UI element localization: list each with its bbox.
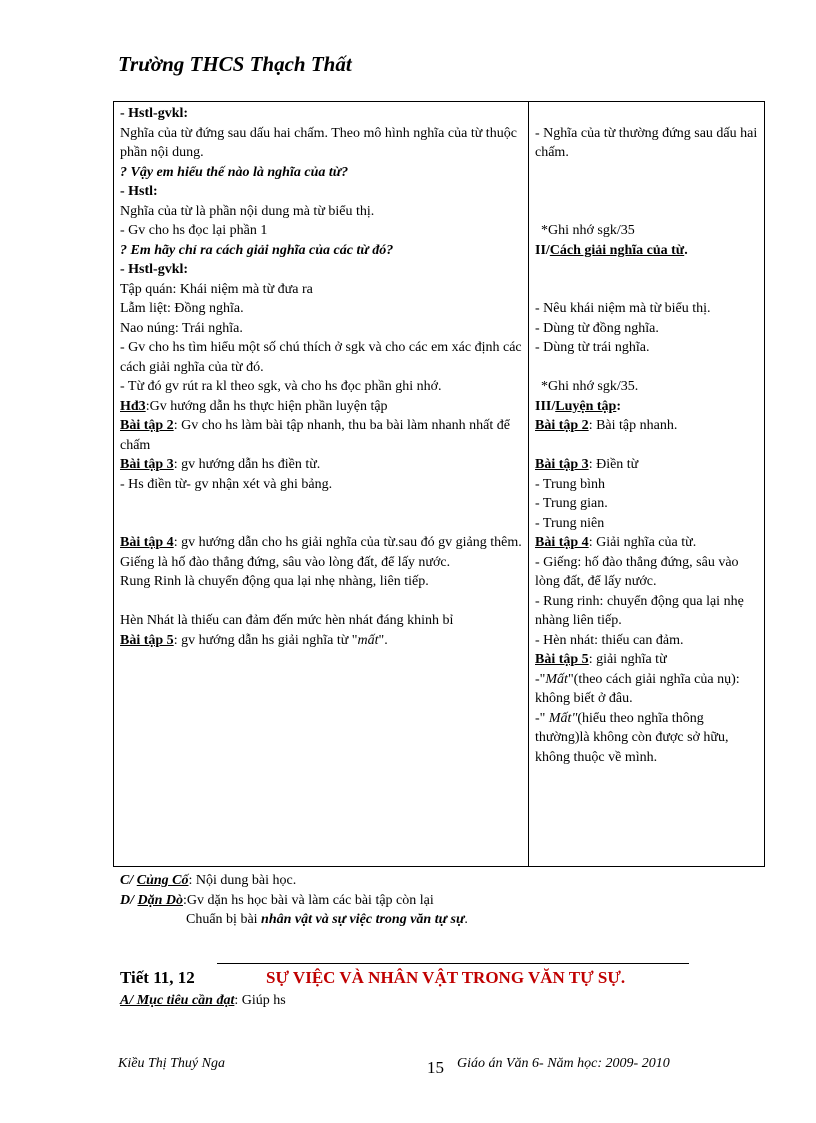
left-line (120, 260, 528, 280)
right-line (535, 338, 760, 358)
text-run: Nghĩa của từ đứng sau dấu hai chấm. Theo mô hình nghĩa của từ thuộc phần nội dung. (120, 125, 517, 160)
text-run: : Điền từ (588, 457, 639, 472)
right-line (535, 377, 760, 397)
text-run: *Ghi nhớ sgk/35 (541, 223, 635, 238)
left-line (120, 494, 528, 514)
text-run: Luyện tập (555, 398, 617, 414)
closing-section (120, 871, 468, 930)
text-run: : Giải nghĩa của từ. (588, 535, 697, 550)
right-line (535, 241, 760, 261)
text-run: - Giếng: hố đào thẳng đứng, sâu vào lòng đất, để lấy nước. (535, 554, 739, 589)
text-run: Rung Rinh là chuyển động qua lại nhẹ nhàng, liên tiếp. (120, 574, 429, 589)
left-line (120, 397, 528, 417)
right-line (535, 358, 760, 378)
text-run: - Dùng từ trái nghĩa. (535, 340, 650, 355)
text-run: Bài tập 2 (535, 418, 589, 433)
footer-author: Kiều Thị Thuý Nga (118, 1056, 225, 1071)
left-line (120, 338, 528, 377)
left-line (120, 221, 528, 241)
teacher-activity-column (114, 102, 529, 867)
text-run: - Hs điền từ- gv nhận xét và ghi bảng. (120, 476, 333, 492)
left-line (120, 280, 528, 300)
text-run: - Trung niên (535, 515, 605, 531)
text-run: - Hèn nhát: thiếu can đảm. (535, 632, 684, 648)
text-run: :Gv hướng dẫn hs thực hiện phần luyện tập (145, 398, 388, 414)
right-line (535, 280, 760, 300)
text-run: -" (535, 671, 546, 687)
right-line (535, 592, 760, 631)
left-line (120, 553, 528, 573)
left-line (120, 163, 528, 183)
right-line (535, 416, 760, 436)
text-run: Lẫm liệt: Đồng nghĩa. (120, 301, 244, 316)
objectives-line: A/ Mục tiêu cần đạt: Giúp hs (120, 993, 286, 1008)
right-line (535, 397, 760, 417)
text-run: Hèn Nhát là thiếu can đảm đến mức hèn nhát đáng khinh bỉ (120, 613, 454, 628)
lesson-title: SỰ VIỆC VÀ NHÂN VẬT TRONG VĂN TỰ SỰ. (266, 968, 626, 987)
text-run: - Hstl: (120, 184, 158, 199)
text-run: Bài tập 3 (535, 457, 589, 472)
right-line (535, 650, 760, 670)
text-run: "(theo cách giải nghĩa của nụ): không biết ở đâu. (535, 671, 740, 706)
text-run: Nghĩa của từ là phần nội dung mà từ biểu thị. (120, 203, 375, 219)
left-line (120, 611, 528, 631)
text-run: : giải nghĩa từ (588, 652, 667, 667)
text-run: : gv hướng dẫn hs giải nghĩa từ " (173, 632, 358, 648)
text-run: : Gv cho hs làm bài tập nhanh, thu ba bài làm nhanh nhất để chấm (120, 418, 510, 453)
text-run: - Hstl-gvkl: (120, 106, 189, 121)
right-line (535, 124, 760, 163)
right-line (535, 514, 760, 534)
right-line (535, 319, 760, 339)
text-run: ". (378, 632, 388, 648)
text-run: mất (357, 632, 379, 648)
content-column (529, 102, 765, 867)
text-run: III/ (535, 398, 556, 414)
text-run: II/ (535, 242, 550, 258)
text-run: ? Vậy em hiểu thế nào là nghĩa của từ? (120, 164, 349, 180)
lesson-number: Tiết 11, 12 (120, 968, 195, 987)
text-run: Bài tập 4 (535, 535, 589, 550)
text-run: Tập quán: Khái niệm mà từ đưa ra (120, 281, 313, 297)
left-line (120, 533, 528, 553)
left-line (120, 416, 528, 455)
left-line (120, 475, 528, 495)
prep-line: Chuẩn bị bài nhân vật và sự việc trong văn tự sự. (186, 912, 468, 927)
text-run: - Gv cho hs tìm hiểu một số chú thích ở sgk và cho các em xác định các cách giải nghĩa của từ đó. (120, 340, 522, 375)
text-run: Bài tập 4 (120, 535, 174, 550)
text-run: - Rung rinh: chuyển động qua lại nhẹ nhàng liên tiếp. (535, 593, 744, 628)
text-run: -" (535, 710, 549, 726)
left-line (120, 455, 528, 475)
title-rule (217, 963, 689, 964)
text-run: - Từ đó gv rút ra kl theo sgk, và cho hs đọc phần ghi nhớ. (120, 379, 442, 394)
text-run: - Trung bình (535, 476, 606, 492)
text-run: : gv hướng dẫn hs điền từ. (173, 457, 321, 472)
text-run: - Nêu khái niệm mà từ biểu thị. (535, 301, 711, 316)
left-line (120, 631, 528, 651)
right-line (535, 631, 760, 651)
right-line (535, 475, 760, 495)
right-line (535, 163, 760, 183)
text-run: ? Em hãy chỉ ra cách giải nghĩa của các từ đó? (120, 242, 394, 258)
text-run: Bài tập 3 (120, 457, 174, 472)
right-line (535, 299, 760, 319)
right-line (535, 709, 760, 768)
text-run: - Trung gian. (535, 496, 608, 511)
text-run: : (616, 398, 621, 414)
left-line (120, 299, 528, 319)
text-run: - Gv cho hs đọc lại phần 1 (120, 223, 268, 238)
footer-course: Giáo án Văn 6- Năm học: 2009- 2010 (457, 1056, 670, 1071)
right-line (535, 436, 760, 456)
text-run: Cách giải nghĩa của từ (549, 242, 685, 258)
right-line (535, 260, 760, 280)
dan-do-line: D/ Dặn Dò:Gv dặn hs học bài và làm các bài tập còn lại (120, 892, 434, 908)
text-run: : Bài tập nhanh. (588, 418, 678, 433)
text-run: Bài tập 2 (120, 418, 174, 433)
text-run: . (684, 242, 688, 258)
text-run: Hđ3 (120, 398, 146, 414)
text-run: Mất" (548, 710, 578, 726)
lesson-table (113, 101, 765, 867)
text-run: Mất (545, 671, 568, 687)
cung-co-line: C/ Củng Cố: Nội dung bài học. (120, 873, 297, 888)
left-line (120, 182, 528, 202)
left-line (120, 124, 528, 163)
text-run: Bài tập 5 (535, 652, 589, 667)
text-run: (hiểu theo nghĩa thông thường)là không còn được sở hữu, không thuộc về mình. (535, 710, 729, 765)
left-line (120, 202, 528, 222)
left-line (120, 319, 528, 339)
page-number: 15 (427, 1058, 444, 1077)
text-run: - Dùng từ đồng nghĩa. (535, 320, 659, 336)
right-line (535, 494, 760, 514)
text-run: Giếng là hố đào thẳng đứng, sâu vào lòng đất, để lấy nước. (120, 554, 451, 570)
right-line (535, 182, 760, 202)
right-line (535, 202, 760, 222)
left-line (120, 241, 528, 261)
text-run: : gv hướng dẫn cho hs giải nghĩa của từ.sau đó gv giảng thêm. (173, 535, 522, 550)
text-run: - Nghĩa của từ thường đứng sau dấu hai chấm. (535, 125, 758, 160)
left-line (120, 104, 528, 124)
right-line (535, 533, 760, 553)
left-line (120, 514, 528, 534)
left-line (120, 572, 528, 592)
right-line (535, 553, 760, 592)
text-run: *Ghi nhớ sgk/35. (541, 379, 639, 394)
text-run: Nao núng: Trái nghĩa. (120, 320, 243, 336)
school-header: Trường THCS Thạch Thất (118, 52, 352, 76)
right-line (535, 670, 760, 709)
left-line (120, 377, 528, 397)
right-line (535, 104, 760, 124)
right-line (535, 221, 760, 241)
text-run: - Hstl-gvkl: (120, 262, 189, 277)
right-line (535, 455, 760, 475)
left-line (120, 592, 528, 612)
text-run: Bài tập 5 (120, 632, 174, 648)
